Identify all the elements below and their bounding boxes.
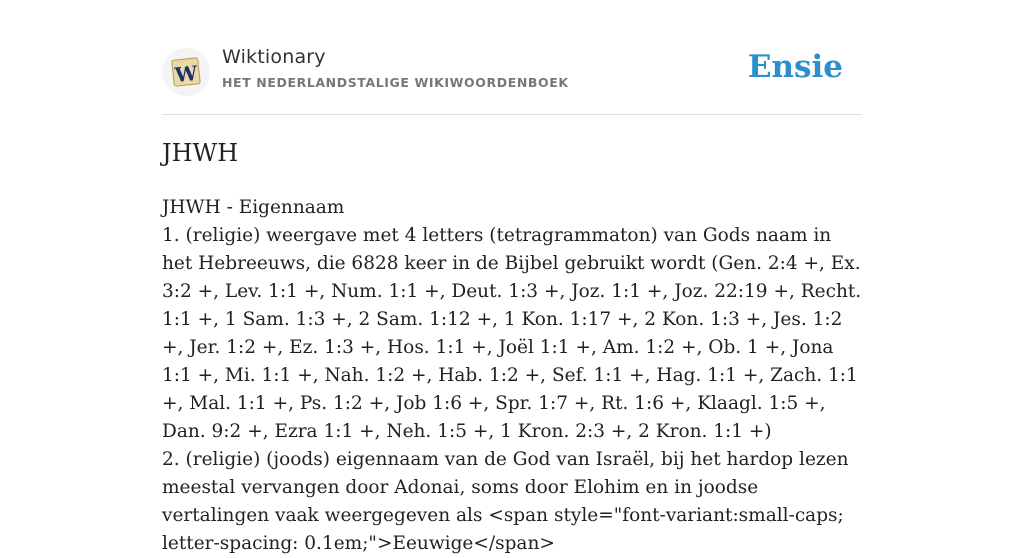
- site-header: [162, 44, 862, 115]
- site-name[interactable]: Wiktionary: [222, 46, 326, 68]
- site-subtitle: HET NEDERLANDSTALIGE WIKIWOORDENBOEK: [222, 75, 569, 90]
- entry-heading-line: JHWH - Eigennaam: [162, 197, 345, 218]
- ensie-brand-link[interactable]: Ensie: [747, 49, 843, 85]
- definition-1: 1. (religie) weergave met 4 letters (tetragrammaton) van Gods naam in het Hebreeuws, die 6828 keer in de Bijbel gebruikt wordt (Gen. 2:4 +, Ex. 3:2 +, Lev. 1:1 +, Num. 1:1 +, Deut. 1:3 +, Joz. 1:1 +, Joz. 22:19 +, Recht. 1:1 +, 1 Sam. 1:3 +, 2 Sam. 1:12 +, 1 Kon. 1:17 +, 2 Kon. 1:3 +, Jes. 1:2 +, Jer. 1:2 +, Ez. 1:3 +, Hos. 1:1 +, Joël 1:1 +, Am. 1:2 +, Ob. 1 +, Jona 1:1 +, Mi. 1:1 +, Nah. 1:2 +, Hab. 1:2 +, Sef. 1:1 +, Hag. 1:1 +, Zach. 1:1 +, Mal. 1:1 +, Ps. 1:2 +, Job 1:6 +, Spr. 1:7 +, Rt. 1:6 +, Klaagl. 1:5 +, Dan. 9:2 +, Ezra 1:1 +, Neh. 1:5 +, 1 Kron. 2:3 +, 2 Kron. 1:1 +): [162, 225, 862, 442]
- entry-body: [162, 194, 864, 558]
- definition-2: 2. (religie) (joods) eigennaam van de God van Israël, bij het hardop lezen meestal vervangen door Adonai, soms door Elohim en in joodse vertalingen vaak weergegeven als <span style="font-variant:small-caps; letter-spacing: 0.1em;">Eeuwige</span>: [162, 449, 849, 554]
- entry-title: JHWH: [162, 139, 239, 167]
- logo-letter: W: [173, 60, 199, 88]
- wiktionary-logo-icon[interactable]: [162, 48, 210, 96]
- entry-content: [162, 136, 864, 558]
